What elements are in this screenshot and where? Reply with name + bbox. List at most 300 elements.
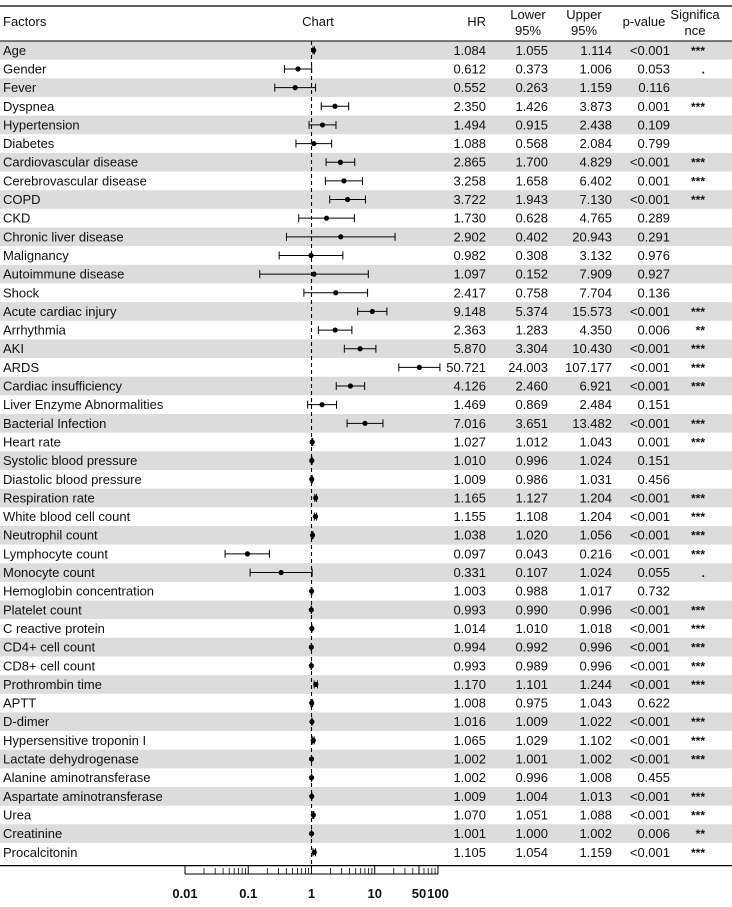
hr-point: [333, 327, 338, 332]
hr-point: [310, 439, 315, 444]
significance-mark: ***: [690, 435, 705, 450]
upper-ci-value: 4.350: [579, 322, 612, 338]
row-shade: [0, 638, 732, 657]
factor-label: Chronic liver disease: [3, 229, 124, 245]
factor-label: Neutrophil count: [3, 527, 98, 543]
hr-value: 3.258: [453, 173, 486, 189]
hr-point: [310, 533, 315, 538]
significance-mark: ***: [690, 603, 705, 618]
header-significance-1: Significa: [670, 7, 720, 22]
hr-value: 1.001: [453, 826, 486, 842]
x-tick-label: 10: [367, 886, 382, 901]
hr-value: 50.721: [446, 359, 486, 375]
factor-label: Liver Enzyme Abnormalities: [3, 397, 164, 413]
hr-value: 1.494: [453, 117, 486, 133]
p-value: <0.001: [629, 658, 670, 674]
factor-label: Respiration rate: [3, 490, 95, 506]
factor-label: Age: [3, 42, 27, 58]
hr-point: [309, 607, 314, 612]
factor-label: Shock: [3, 285, 40, 301]
factor-label: APTT: [3, 695, 37, 711]
lower-ci-value: 5.374: [515, 303, 548, 319]
p-value: 0.055: [637, 565, 670, 581]
hr-value: 0.097: [453, 546, 486, 562]
p-value: 0.455: [637, 770, 670, 786]
hr-value: 0.982: [453, 247, 486, 263]
hr-point: [309, 589, 314, 594]
lower-ci-value: 0.308: [515, 247, 548, 263]
factor-label: Cardiac insufficiency: [3, 378, 122, 394]
p-value: 0.151: [637, 397, 670, 413]
hr-value: 1.008: [453, 695, 486, 711]
upper-ci-value: 7.130: [579, 192, 612, 208]
upper-ci-value: 1.022: [579, 714, 612, 730]
lower-ci-value: 0.628: [515, 210, 548, 226]
hr-value: 1.010: [453, 453, 486, 469]
lower-ci-value: 0.915: [515, 117, 548, 133]
factor-label: Diabetes: [3, 136, 55, 152]
factor-label: Heart rate: [3, 434, 61, 450]
significance-mark: ***: [690, 528, 705, 543]
hr-value: 5.870: [453, 341, 486, 357]
hr-value: 1.088: [453, 136, 486, 152]
hr-point: [293, 85, 298, 90]
hr-value: 1.002: [453, 751, 486, 767]
hr-value: 0.612: [453, 61, 486, 77]
factor-label: Creatinine: [3, 826, 63, 842]
lower-ci-value: 1.004: [515, 788, 548, 804]
significance-mark: ***: [690, 99, 705, 114]
hr-value: 1.002: [453, 770, 486, 786]
hr-point: [312, 850, 317, 855]
factor-label: Hypertension: [3, 117, 80, 133]
lower-ci-value: 0.568: [515, 136, 548, 152]
significance-mark: .: [701, 566, 705, 581]
upper-ci-value: 6.921: [579, 378, 612, 394]
upper-ci-value: 1.244: [579, 676, 612, 692]
header-chart: Chart: [302, 14, 334, 29]
p-value: <0.001: [629, 509, 670, 525]
x-tick-label: 100: [427, 886, 449, 901]
significance-mark: ***: [690, 416, 705, 431]
lower-ci-value: 3.651: [515, 415, 548, 431]
lower-ci-value: 1.020: [515, 527, 548, 543]
hr-point: [319, 402, 324, 407]
factor-label: Acute cardiac injury: [3, 303, 117, 319]
hr-point: [338, 234, 343, 239]
significance-mark: **: [695, 323, 705, 338]
factor-label: Gender: [3, 61, 47, 77]
factor-label: Lactate dehydrogenase: [3, 751, 139, 767]
p-value: 0.001: [637, 434, 670, 450]
significance-mark: ***: [690, 174, 705, 189]
p-value: 0.151: [637, 453, 670, 469]
factor-label: Diastolic blood pressure: [3, 471, 142, 487]
p-value: <0.001: [629, 415, 670, 431]
factor-label: CD8+ cell count: [3, 658, 96, 674]
hr-point: [309, 458, 314, 463]
hr-point: [332, 104, 337, 109]
lower-ci-value: 1.943: [515, 192, 548, 208]
hr-value: 2.363: [453, 322, 486, 338]
hr-point: [309, 645, 314, 650]
lower-ci-value: 1.127: [515, 490, 548, 506]
upper-ci-value: 1.017: [579, 583, 612, 599]
upper-ci-value: 1.031: [579, 471, 612, 487]
hr-point: [311, 48, 316, 53]
hr-value: 1.003: [453, 583, 486, 599]
row-shade: [0, 712, 732, 731]
upper-ci-value: 4.829: [579, 154, 612, 170]
p-value: 0.006: [637, 826, 670, 842]
p-value: <0.001: [629, 620, 670, 636]
header-p-value: p-value: [622, 14, 666, 29]
hr-value: 1.070: [453, 807, 486, 823]
header-lower-2: 95%: [514, 23, 542, 38]
hr-point: [309, 756, 314, 761]
hr-value: 2.902: [453, 229, 486, 245]
significance-mark: ***: [690, 342, 705, 357]
p-value: <0.001: [629, 341, 670, 357]
hr-point: [362, 421, 367, 426]
p-value: 0.927: [637, 266, 670, 282]
upper-ci-value: 0.996: [579, 639, 612, 655]
significance-mark: ***: [690, 808, 705, 823]
lower-ci-value: 1.283: [515, 322, 548, 338]
hr-value: 1.469: [453, 397, 486, 413]
p-value: <0.001: [629, 192, 670, 208]
hr-point: [309, 794, 314, 799]
p-value: 0.799: [637, 136, 670, 152]
p-value: <0.001: [629, 154, 670, 170]
upper-ci-value: 0.216: [579, 546, 612, 562]
p-value: <0.001: [629, 732, 670, 748]
upper-ci-value: 1.008: [579, 770, 612, 786]
lower-ci-value: 0.107: [515, 565, 548, 581]
significance-mark: ***: [690, 510, 705, 525]
lower-ci-value: 1.054: [515, 844, 548, 860]
hr-point: [338, 160, 343, 165]
upper-ci-value: 2.438: [579, 117, 612, 133]
hr-value: 7.016: [453, 415, 486, 431]
upper-ci-value: 3.132: [579, 247, 612, 263]
row-shade: [0, 190, 732, 209]
upper-ci-value: 1.204: [579, 509, 612, 525]
lower-ci-value: 1.001: [515, 751, 548, 767]
hr-point: [309, 719, 314, 724]
p-value: 0.456: [637, 471, 670, 487]
lower-ci-value: 1.010: [515, 620, 548, 636]
hr-value: 1.165: [453, 490, 486, 506]
factor-label: Bacterial Infection: [3, 415, 107, 431]
hr-point: [345, 197, 350, 202]
upper-ci-value: 1.006: [579, 61, 612, 77]
hr-value: 0.993: [453, 602, 486, 618]
factor-label: Fever: [3, 80, 37, 96]
upper-ci-value: 1.024: [579, 453, 612, 469]
lower-ci-value: 2.460: [515, 378, 548, 394]
significance-mark: ***: [690, 491, 705, 506]
header-hr: HR: [467, 14, 486, 29]
hr-point: [311, 812, 316, 817]
factor-label: Alanine aminotransferase: [3, 770, 151, 786]
hr-point: [311, 272, 316, 277]
lower-ci-value: 0.992: [515, 639, 548, 655]
x-tick-label: 0.01: [172, 886, 198, 901]
hr-point: [309, 775, 314, 780]
p-value: 0.622: [637, 695, 670, 711]
upper-ci-value: 1.002: [579, 826, 612, 842]
lower-ci-value: 0.758: [515, 285, 548, 301]
upper-ci-value: 15.573: [572, 303, 612, 319]
hr-value: 2.417: [453, 285, 486, 301]
hr-value: 1.730: [453, 210, 486, 226]
header-upper-1: Upper: [566, 7, 602, 22]
lower-ci-value: 0.263: [515, 80, 548, 96]
p-value: <0.001: [629, 714, 670, 730]
hr-value: 0.331: [453, 565, 486, 581]
factor-label: ARDS: [3, 359, 40, 375]
factor-label: Procalcitonin: [3, 844, 78, 860]
hr-value: 1.065: [453, 732, 486, 748]
x-tick-label: 0.1: [239, 886, 258, 901]
p-value: 0.053: [637, 61, 670, 77]
lower-ci-value: 0.402: [515, 229, 548, 245]
upper-ci-value: 1.114: [580, 42, 612, 58]
upper-ci-value: 2.084: [579, 136, 612, 152]
hr-value: 1.084: [453, 42, 486, 58]
upper-ci-value: 1.102: [579, 732, 612, 748]
p-value: <0.001: [629, 546, 670, 562]
hr-value: 2.865: [453, 154, 486, 170]
significance-mark: ***: [690, 547, 705, 562]
hr-value: 9.148: [453, 303, 486, 319]
hr-point: [348, 383, 353, 388]
hr-value: 1.155: [453, 509, 486, 525]
row-shade: [0, 489, 732, 508]
p-value: 0.289: [637, 210, 670, 226]
hr-point: [417, 365, 422, 370]
p-value: <0.001: [629, 359, 670, 375]
upper-ci-value: 7.704: [579, 285, 612, 301]
lower-ci-value: 0.988: [515, 583, 548, 599]
p-value: <0.001: [629, 639, 670, 655]
lower-ci-value: 0.986: [515, 471, 548, 487]
significance-mark: ***: [690, 43, 705, 58]
upper-ci-value: 1.013: [579, 788, 612, 804]
factor-label: Platelet count: [3, 602, 82, 618]
hr-value: 1.170: [453, 676, 486, 692]
upper-ci-value: 20.943: [572, 229, 612, 245]
upper-ci-value: 1.159: [579, 80, 612, 96]
upper-ci-value: 10.430: [572, 341, 612, 357]
upper-ci-value: 1.056: [579, 527, 612, 543]
upper-ci-value: 1.024: [579, 565, 612, 581]
p-value: 0.001: [637, 98, 670, 114]
p-value: <0.001: [629, 751, 670, 767]
upper-ci-value: 107.177: [565, 359, 612, 375]
lower-ci-value: 1.009: [515, 714, 548, 730]
hr-value: 1.027: [453, 434, 486, 450]
header-factors: Factors: [3, 14, 47, 29]
lower-ci-value: 1.426: [515, 98, 548, 114]
lower-ci-value: 1.658: [515, 173, 548, 189]
hr-point: [370, 309, 375, 314]
significance-mark: ***: [690, 715, 705, 730]
factor-label: CKD: [3, 210, 31, 226]
factor-label: Dyspnea: [3, 98, 55, 114]
lower-ci-value: 1.101: [515, 676, 548, 692]
p-value: <0.001: [629, 42, 670, 58]
factor-label: Prothrombin time: [3, 676, 102, 692]
x-tick-label: 50: [411, 886, 427, 901]
p-value: 0.291: [637, 229, 670, 245]
p-value: 0.116: [638, 80, 670, 96]
hr-point: [311, 738, 316, 743]
lower-ci-value: 0.869: [515, 397, 548, 413]
upper-ci-value: 3.873: [579, 98, 612, 114]
header-lower-1: Lower: [510, 7, 546, 22]
row-shade: [0, 601, 732, 620]
upper-ci-value: 1.088: [579, 807, 612, 823]
p-value: 0.006: [637, 322, 670, 338]
significance-mark: ***: [690, 360, 705, 375]
lower-ci-value: 1.000: [515, 826, 548, 842]
hr-point: [341, 178, 346, 183]
lower-ci-value: 1.700: [515, 154, 548, 170]
lower-ci-value: 1.055: [515, 42, 548, 58]
hr-value: 4.126: [453, 378, 486, 394]
hr-value: 0.993: [453, 658, 486, 674]
significance-mark: ***: [690, 845, 705, 860]
hr-value: 0.552: [453, 80, 486, 96]
hr-point: [313, 682, 318, 687]
significance-mark: .: [701, 62, 705, 77]
lower-ci-value: 0.152: [515, 266, 548, 282]
hr-value: 3.722: [453, 192, 486, 208]
significance-mark: ***: [690, 752, 705, 767]
row-shade: [0, 78, 732, 97]
p-value: <0.001: [629, 527, 670, 543]
row-shade: [0, 824, 732, 843]
hr-value: 1.038: [453, 527, 486, 543]
hr-value: 1.097: [453, 266, 486, 282]
significance-mark: ***: [690, 677, 705, 692]
p-value: 0.109: [637, 117, 670, 133]
hr-point: [308, 253, 313, 258]
p-value: 0.136: [637, 285, 670, 301]
p-value: 0.001: [637, 173, 670, 189]
factor-label: Cardiovascular disease: [3, 154, 139, 170]
p-value: <0.001: [629, 676, 670, 692]
significance-mark: ***: [690, 621, 705, 636]
factor-label: COPD: [3, 192, 41, 208]
hr-value: 2.350: [453, 98, 486, 114]
x-tick-label: 1: [307, 886, 316, 901]
lower-ci-value: 0.996: [515, 453, 548, 469]
hr-value: 1.009: [453, 788, 486, 804]
significance-mark: ***: [690, 193, 705, 208]
lower-ci-value: 0.996: [515, 770, 548, 786]
hr-point: [320, 122, 325, 127]
hr-point: [324, 216, 329, 221]
hr-value: 1.014: [453, 620, 486, 636]
hr-value: 1.009: [453, 471, 486, 487]
hr-value: 1.105: [453, 844, 486, 860]
p-value: <0.001: [629, 788, 670, 804]
factor-label: Arrhythmia: [3, 322, 66, 338]
factor-label: Hemoglobin concentration: [3, 583, 155, 599]
upper-ci-value: 4.765: [579, 210, 612, 226]
lower-ci-value: 3.304: [515, 341, 548, 357]
lower-ci-value: 0.989: [515, 658, 548, 674]
upper-ci-value: 2.484: [579, 397, 612, 413]
hr-point: [309, 477, 314, 482]
hr-point: [245, 551, 250, 556]
row-shade: [0, 41, 732, 60]
upper-ci-value: 1.018: [579, 620, 612, 636]
factor-label: D-dimer: [3, 714, 50, 730]
lower-ci-value: 24.003: [508, 359, 548, 375]
upper-ci-value: 7.909: [579, 266, 612, 282]
significance-mark: ***: [690, 733, 705, 748]
upper-ci-value: 0.996: [579, 658, 612, 674]
row-shade: [0, 675, 732, 694]
lower-ci-value: 0.373: [515, 61, 548, 77]
hr-point: [313, 495, 318, 500]
upper-ci-value: 1.002: [579, 751, 612, 767]
significance-mark: ***: [690, 640, 705, 655]
p-value: 0.976: [637, 247, 670, 263]
hr-point: [358, 346, 363, 351]
hr-point: [311, 141, 316, 146]
lower-ci-value: 0.990: [515, 602, 548, 618]
factor-label: Autoimmune disease: [3, 266, 125, 282]
factor-label: Urea: [3, 807, 32, 823]
significance-mark: ***: [690, 659, 705, 674]
factor-label: AKI: [3, 341, 24, 357]
factor-label: CD4+ cell count: [3, 639, 96, 655]
p-value: 0.732: [637, 583, 670, 599]
header-significance-2: nce: [684, 23, 706, 38]
hr-point: [313, 514, 318, 519]
hr-point: [309, 626, 314, 631]
factor-label: Cerebrovascular disease: [3, 173, 147, 189]
p-value: <0.001: [629, 602, 670, 618]
factor-label: White blood cell count: [3, 509, 131, 525]
lower-ci-value: 0.975: [515, 695, 548, 711]
p-value: <0.001: [629, 378, 670, 394]
upper-ci-value: 6.402: [579, 173, 612, 189]
hr-point: [295, 66, 300, 71]
hr-point: [309, 831, 314, 836]
significance-mark: **: [695, 827, 705, 842]
factor-label: C reactive protein: [3, 620, 105, 636]
hr-value: 0.994: [453, 639, 486, 655]
row-shade: [0, 116, 732, 135]
header-upper-2: 95%: [570, 23, 598, 38]
hr-point: [309, 663, 314, 668]
lower-ci-value: 1.029: [515, 732, 548, 748]
factor-label: Malignancy: [3, 247, 69, 263]
p-value: <0.001: [629, 844, 670, 860]
upper-ci-value: 1.043: [579, 695, 612, 711]
p-value: <0.001: [629, 807, 670, 823]
p-value: <0.001: [629, 490, 670, 506]
row-shade: [0, 526, 732, 545]
factor-label: Hypersensitive troponin I: [3, 732, 147, 748]
upper-ci-value: 13.482: [572, 415, 612, 431]
